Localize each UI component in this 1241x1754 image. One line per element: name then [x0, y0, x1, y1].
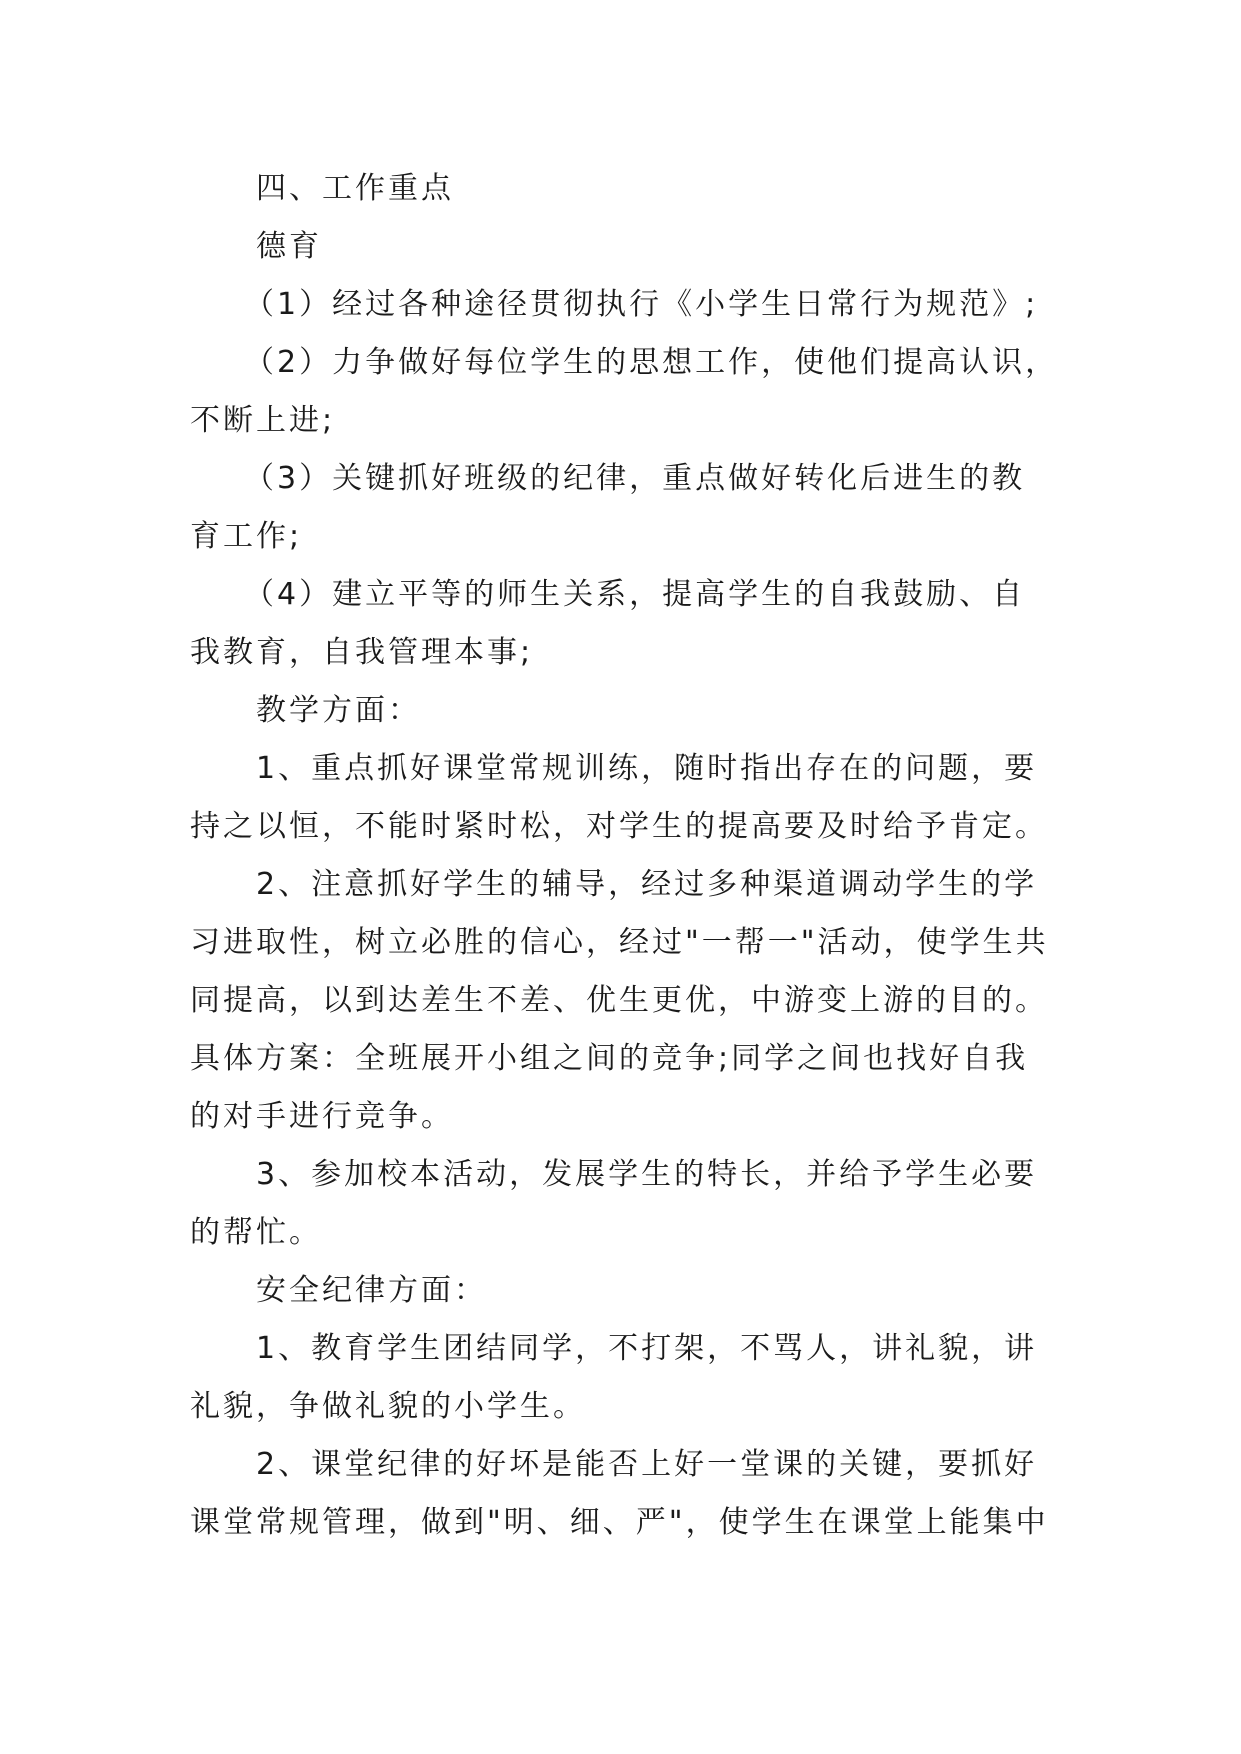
- paragraph-line: 2、注意抓好学生的辅导，经过多种渠道调动学生的学: [256, 867, 1038, 902]
- paragraph-line: 的对手进行竞争。: [190, 1099, 454, 1134]
- paragraph-line: （3）关键抓好班级的纪律，重点做好转化后进生的教: [244, 461, 1026, 496]
- document-body: [190, 160, 1090, 1552]
- paragraph-line: 礼貌，争做礼貌的小学生。: [190, 1389, 586, 1424]
- paragraph-line: 持之以恒，不能时紧时松，对学生的提高要及时给予肯定。: [190, 809, 1048, 844]
- paragraph-line: 1、教育学生团结同学，不打架，不骂人，讲礼貌，讲: [256, 1331, 1038, 1366]
- subsection-heading-safety: 安全纪律方面：: [256, 1273, 487, 1308]
- paragraph-line: 2、课堂纪律的好坏是能否上好一堂课的关键，要抓好: [256, 1447, 1038, 1482]
- paragraph-line: 习进取性，树立必胜的信心，经过"一帮一"活动，使学生共: [190, 925, 1049, 960]
- paragraph-line: 1、重点抓好课堂常规训练，随时指出存在的问题，要: [256, 751, 1038, 786]
- paragraph-line: （4）建立平等的师生关系，提高学生的自我鼓励、自: [244, 577, 1026, 612]
- paragraph-line: （2）力争做好每位学生的思想工作，使他们提高认识，: [244, 345, 1059, 380]
- paragraph-line: 育工作;: [190, 519, 303, 554]
- paragraph-line: 的帮忙。: [190, 1215, 322, 1250]
- paragraph-line: 同提高，以到达差生不差、优生更优，中游变上游的目的。: [190, 983, 1048, 1018]
- paragraph-line: （1）经过各种途径贯彻执行《小学生日常行为规范》;: [244, 287, 1039, 322]
- paragraph-line: 我教育，自我管理本事;: [190, 635, 534, 670]
- paragraph-line: 不断上进;: [190, 403, 336, 438]
- paragraph-line: 具体方案：全班展开小组之间的竞争;同学之间也找好自我: [190, 1041, 1029, 1076]
- paragraph-line: 3、参加校本活动，发展学生的特长，并给予学生必要: [256, 1157, 1038, 1192]
- subsection-heading-teaching: 教学方面：: [256, 693, 421, 728]
- section-heading: 四、工作重点: [256, 171, 454, 206]
- paragraph-line: 课堂常规管理，做到"明、细、严"，使学生在课堂上能集中: [190, 1505, 1049, 1540]
- subsection-heading-moral: 德育: [256, 229, 322, 264]
